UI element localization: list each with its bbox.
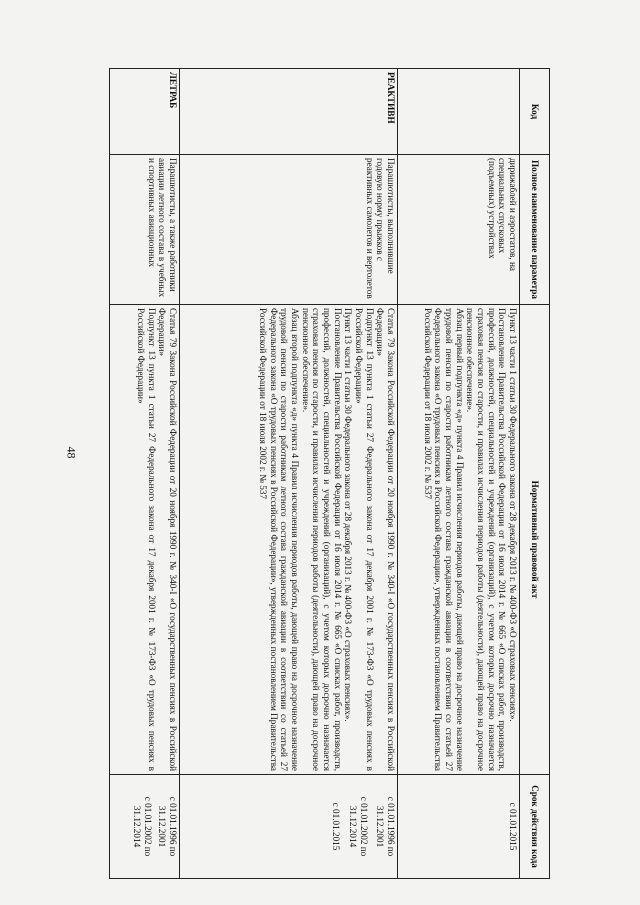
page-number: 48 [64, 446, 79, 459]
act-paragraph: Постановление Правительства Российской Федерации от 16 июля 2014 г. № 665 «О списках работ, производств, профессий, должностей, специальностей и учреждений (организаций), с учетом которых досрочно назначается страховая пенсия по старости, и правилах исчисления периодов работы (деятельности), дающей право на досрочное пенсионное обеспечение». [465, 308, 508, 771]
table-row [398, 69, 520, 879]
act-paragraph: Пункт 13 части 1 статьи 30 Федерального закона от 28 декабря 2013 г. № 400-ФЗ «О страховых пенсиях». [508, 308, 518, 722]
term-value: с 01.01.1996 по 31.12.2001 [157, 796, 178, 857]
name-cell [180, 155, 398, 305]
term-cell [180, 775, 398, 879]
act-paragraph: Подпункт 13 пункта 1 статьи 27 Федерального закона от 17 декабря 2001 г. № 173-ФЗ «О трудовых пенсиях в Российской Федерации» [353, 308, 375, 771]
header-code: Код [520, 69, 550, 155]
term-cell [398, 775, 520, 879]
term-cell [110, 775, 180, 879]
term-value: с 01.01.2002 по 31.12.2014 [347, 796, 369, 857]
rotated-table-container [110, 68, 550, 878]
act-paragraph: Пункт 13 части 1 статьи 30 Федерального закона от 28 декабря 2013 г. № 400-ФЗ «О страховых пенсиях». [343, 308, 354, 722]
table-row [110, 69, 180, 879]
code-cell: РЕАКТИВН [180, 69, 398, 155]
act-paragraph: Абзац первый подпункта «д» пункта 4 Правил исчисления периодов работы, дающей право на досрочное назначение трудовой пенсии по старости работникам летного состава гражданской авиации в соответствии со статьей 27 Федерального закона «О трудовых пенсиях в Российской Федерации», утвержденных постановлением Правительства Российской Федерации от 18 июля 2002 г. № 537 [422, 308, 465, 771]
table-header-row [520, 69, 550, 879]
param-name: дирижаблей и аэростатов, на специальных спусковых (подъемных) устройствах [486, 158, 518, 271]
table-row [180, 69, 398, 879]
term-value: с 01.01.2015 [331, 802, 342, 851]
header-name: Полное наименование параметра [520, 155, 550, 305]
act-paragraph: Абзац второй подпункта «д» пункта 4 Правил исчисления периодов работы, дающей право на досрочное назначение трудовой пенсии по старости работникам летного состава гражданской авиации в соответствии со статьей 27 Федерального закона «О трудовых пенсиях в Российской Федерации», утвержденных постановлением Правительства Российской Федерации от 18 июля 2002 г. № 537 [257, 308, 300, 771]
act-paragraph: Постановление Правительства Российской Федерации от 16 июля 2014 г. № 665 «О списках работ, производств, профессий, должностей, специальностей и учреждений (организаций), с учетом которых досрочно назначается страховая пенсия по старости, и правилах исчисления периодов работы (деятельности), дающей право на досрочное пенсионное обеспечение». [300, 308, 343, 771]
header-act: Нормативный правовой акт [520, 305, 550, 775]
term-value: с 01.01.2002 по 31.12.2014 [131, 796, 153, 857]
code-cell: ЛЕТРАБ [110, 69, 180, 155]
act-paragraph: Подпункт 13 пункта 1 статьи 27 Федерального закона от 17 декабря 2001 г. № 173-ФЗ «О трудовых пенсиях в Российской Федерации» [135, 308, 157, 771]
name-cell [110, 155, 180, 305]
name-cell [398, 155, 520, 305]
norms-table [109, 68, 550, 879]
param-name: Парашютисты, выполнившие годовую норму прыжков с реактивных самолетов и вертолетов [364, 158, 396, 299]
act-cell [398, 305, 520, 775]
act-cell [110, 305, 180, 775]
header-term: Срок действия кода [520, 775, 550, 879]
act-cell [180, 305, 398, 775]
term-value: с 01.01.1996 по 31.12.2001 [375, 796, 396, 857]
act-paragraph: Статья 79 Закона Российской Федерации от 20 ноября 1990 г. № 340-I «О государственных пенсиях в Российской Федерации» [375, 308, 396, 771]
act-paragraph: Статья 79 Закона Российской Федерации от 20 ноября 1990 г. № 340-I «О государственных пенсиях в Российской Федерации» [157, 308, 178, 771]
code-cell [398, 69, 520, 155]
param-name: Парашютисты, а также работники авиации летного состава в учебных и спортивных авиационных [146, 158, 178, 298]
term-value: с 01.01.2015 [508, 802, 518, 851]
